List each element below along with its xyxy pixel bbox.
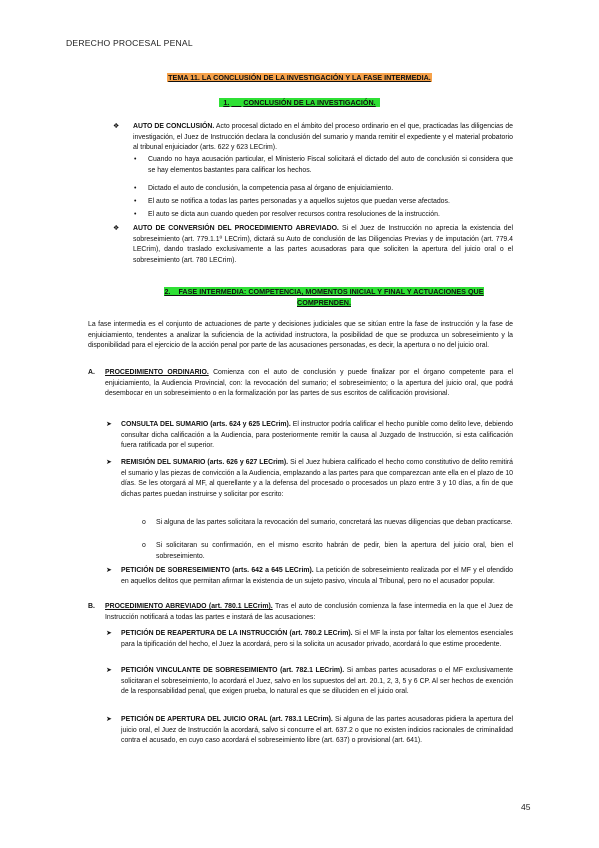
consulta-sumario-item: CONSULTA DEL SUMARIO (arts. 624 y 625 LECrim). El instructor podría calificar el hecho punible como delito leve, debiendo consultar dicha calificación a la Audiencia, para posteriormente remitir la causa al Juzgado de Instrucción, si esta calificación fuera ratificada por el superior. [121, 421, 513, 450]
remision-sub-item: Si solicitaran su confirmación, en el mismo escrito habrán de pedir, bien la apertura del juicio oral, bien el sobreseimiento. [156, 542, 513, 560]
arrow-bullet-icon: ➤ [106, 630, 112, 637]
auto-conclusion-bullet: Dictado el auto de conclusión, la competencia pasa al órgano de enjuiciamiento. [148, 185, 394, 192]
procedure-ordinario-paragraph: PROCEDIMIENTO ORDINARIO. Comienza con el auto de conclusión y puede finalizar por el órgano competente para el enjuiciamiento, la Audiencia Provincial, con: la revocación del sumario; el sobreseimiento; o la apertura del juicio oral, que podrá desembocar en un sobreseimiento o en la formalización por las partes de sus escritos de calificación provisional. [105, 369, 513, 398]
arrow-bullet-icon: ➤ [106, 667, 112, 674]
section-1-heading [0, 98, 599, 107]
section-2-heading [147, 286, 501, 308]
auto-conclusion-bullet: El auto se notifica a todas las partes personadas y a aquellos sujetos que puedan verse afectados. [148, 198, 450, 205]
bullet-icon: • [134, 185, 137, 192]
running-header: DERECHO PROCESAL PENAL [66, 38, 193, 48]
intro-paragraph: La fase intermedia es el conjunto de actuaciones de parte y decisiones judiciales que se sitúan entre la fase de instrucción y la fase de enjuiciamiento, tendentes a analizar la suficiencia de la actividad instructora, la posibilidad de que se produzca un sobreseimiento y la disponibilidad para el ejercicio de la acción penal por parte de las acusaciones personadas, es decir, la apertura o no del juicio oral. [88, 321, 513, 350]
auto-conclusion-bullet: El auto se dicta aun cuando queden por resolver recursos contra resoluciones de la instrucción. [148, 211, 440, 218]
reapertura-item: PETICIÓN DE REAPERTURA DE LA INSTRUCCIÓN (art. 780.2 LECrim). Si el MF la insta por faltar los elementos esenciales para la tipificación del hecho, el Juez la acordará, pero si la solicita un acusador privado, acordará lo que estime procedente. [121, 630, 514, 648]
list-letter: B. [88, 603, 95, 610]
chapter-title-text: TEMA 11. LA CONCLUSIÓN DE LA INVESTIGACIÓN Y LA FASE INTERMEDIA. [168, 73, 431, 82]
arrow-bullet-icon: ➤ [106, 716, 112, 723]
circle-bullet-icon: o [142, 542, 146, 549]
peticion-sobreseimiento-item: PETICIÓN DE SOBRESEIMIENTO (arts. 642 a 645 LECrim). La petición de sobreseimiento realizada por el MF y el ofendido en aquellos delitos que permitan afirmar la existencia de un sujeto pasivo, vincula al Tribunal, pero no el acusador popular. [121, 567, 514, 585]
bullet-icon: • [134, 198, 137, 205]
procedure-abreviado-paragraph: PROCEDIMIENTO ABREVIADO (art. 780.1 LECrim). Tras el auto de conclusión comienza la fase intermedia en la que el Juez de Instrucción notificará a todas las partes e instará de las acusaciones: [105, 603, 513, 621]
auto-conclusion-paragraph: AUTO DE CONCLUSIÓN. Acto procesal dictado en el ámbito del proceso ordinario en el que, practicadas las diligencias de investigación, el Juez de Instrucción declara la conclusión del sumario y manda remitir el expediente y el material probatorio al tribunal enjuiciador (arts. 622 y 623 LECrim). [133, 123, 513, 152]
diamond-bullet-icon: ❖ [113, 225, 120, 232]
arrow-bullet-icon: ➤ [106, 421, 112, 428]
sobreseimiento-vinculante-item: PETICIÓN VINCULANTE DE SOBRESEIMIENTO (art. 782.1 LECrim). Si ambas partes acusadoras o el MF exclusivamente solicitaran el sobreseimiento, lo acordará el Juez, salvo en los supuestos del art. 20.1, 2, 3, 5 y 6 CP. Al ser hechos de exención de la responsabilidad penal, que exigen prueba, lo natural es que se diluciden en el juicio oral. [121, 667, 513, 696]
apertura-juicio-item: PETICIÓN DE APERTURA DEL JUICIO ORAL (art. 783.1 LECrim). Si alguna de las partes acusadoras pidiera la apertura del juicio oral, el Juez de Instrucción la acordará, salvo si concurre el art. 637.2 o que no existen indicios racionales de criminalidad contra el acusado, en cuyo caso acordará el sobreseimiento libre (art. 637) o provisional (art. 641). [121, 716, 513, 745]
list-letter: A. [88, 369, 95, 376]
bullet-icon: • [134, 156, 137, 163]
remision-sub-item: Si alguna de las partes solicitara la revocación del sumario, concretará las nuevas diligencias que deban practicarse. [156, 519, 513, 526]
auto-conclusion-bullet: Cuando no haya acusación particular, el Ministerio Fiscal solicitará el dictado del auto de conclusión si considera que se hay elementos bastantes para calificar los hechos. [148, 156, 513, 174]
section-2-heading-text: 2. FASE INTERMEDIA: COMPETENCIA, MOMENTOS INICIAL Y FINAL Y ACTUACIONES QUE COMPRENDEN. [164, 287, 484, 307]
section-1-heading-text: 1. CONCLUSIÓN DE LA INVESTIGACIÓN. [219, 98, 379, 107]
arrow-bullet-icon: ➤ [106, 459, 112, 466]
bullet-icon: • [134, 211, 137, 218]
diamond-bullet-icon: ❖ [113, 123, 120, 130]
page-number: 45 [521, 802, 531, 812]
circle-bullet-icon: o [142, 519, 146, 526]
arrow-bullet-icon: ➤ [106, 567, 112, 574]
chapter-title [0, 73, 599, 82]
auto-conversion-paragraph: AUTO DE CONVERSIÓN DEL PROCEDIMIENTO ABREVIADO. Si el Juez de Instrucción no aprecia la existencia del sobreseimiento (art. 779.1.1º LECrim), dictará su Auto de conclusión de las Diligencias Previas y de imputación (art. 779.4 LECrim), dando traslado exclusivamente a las partes acusadoras para que soliciten la apertura del juicio oral o el sobreseimiento (art. 780 LECrim). [133, 225, 513, 265]
remision-sumario-item: REMISIÓN DEL SUMARIO (arts. 626 y 627 LECrim). Si el Juez hubiera calificado el hecho como constitutivo de delito remitirá el sumario y las piezas de convicción a la Audiencia, emplazando a las partes para que comparezcan ante ella en el plazo de 10 días. Se les otorgará al MF, al querellante y a la defensa del procesado o procesados un plazo entre 3 y 10 días, a fin de que dichas partes puedan instruirse y solicitar por escrito: [121, 459, 513, 499]
